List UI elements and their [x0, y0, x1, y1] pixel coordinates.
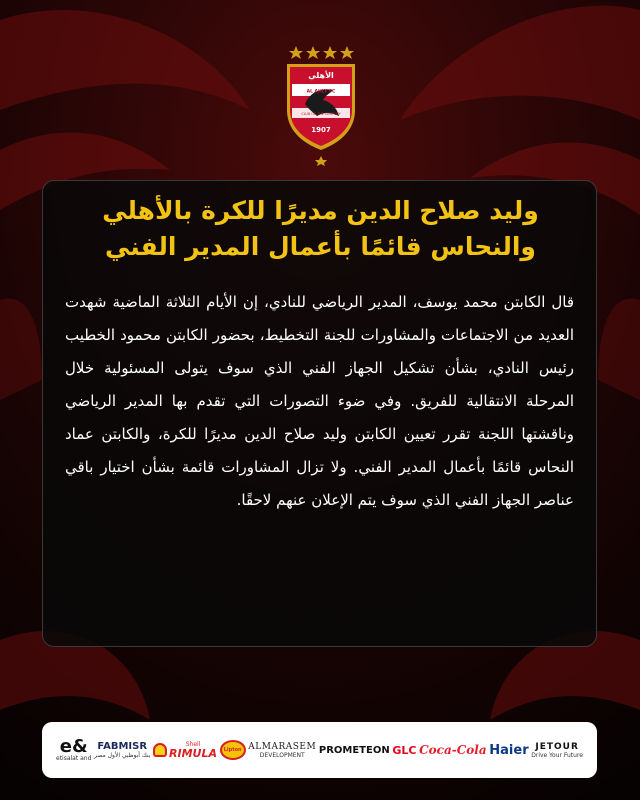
crest-stars [289, 46, 354, 59]
cocacola-logo: Coca-Cola [419, 743, 487, 757]
sponsor-jetour [531, 742, 583, 759]
club-crest [283, 44, 359, 166]
almarasem-subtext: DEVELOPMENT [259, 751, 305, 759]
fabmisr-logo: FABMISR [97, 741, 148, 752]
rimula-logo: RIMULA [169, 747, 218, 760]
etisalat-subtext: etisalat and [56, 754, 92, 762]
sponsor-haier [489, 743, 528, 758]
crest-logo-text: الأهلي [308, 71, 334, 80]
article-title [63, 193, 578, 265]
jetour-subtext: Drive Your Future [531, 751, 583, 759]
shell-icon [153, 743, 167, 757]
sponsor-prometeon [319, 745, 390, 756]
sponsor-etisalat [56, 735, 92, 762]
article-card [42, 180, 597, 647]
glc-logo: GLC [392, 743, 417, 757]
sponsor-cocacola [419, 743, 487, 757]
sponsor-fabmisr [94, 741, 150, 759]
crest-caption: CLUB OF THE CENTURY [301, 112, 341, 116]
crest-year: 1907 [311, 126, 331, 134]
sponsor-glc [392, 744, 416, 757]
article-title-line-1: وليد صلاح الدين مديرًا للكرة بالأهلي [102, 196, 539, 225]
sponsors-bar [42, 722, 597, 778]
lipton-logo: Lipton [223, 747, 242, 753]
sponsor-lipton [220, 740, 246, 760]
sponsor-almarasem [248, 742, 316, 759]
almarasem-logo: ALMARASEM [248, 741, 317, 752]
shell-label: Shell [185, 741, 201, 748]
etisalat-logo: e& [59, 735, 88, 757]
jetour-logo: JETOUR [535, 741, 579, 752]
sponsor-shell-rimula [153, 741, 217, 759]
prometeon-logo: PROMETEON [318, 744, 390, 756]
crest-motto: AL AHLY SC [306, 89, 336, 95]
article-body: قال الكابتن محمد يوسف، المدير الرياضي للنادي، إن الأيام الثلاثة الماضية شهدت العديد من الاجتماعات والمشاورات للجنة التخطيط، بحضور الكابتن محمود الخطيب رئيس النادي، بشأن تشكيل الجهاز الفني الذي سوف يتولى المسئولية خلال المرحلة الانتقالية للفريق. وفي ضوء التصورات التي تقدم بها المدير الرياضي وناقشتها اللجنة تقرر تعيين الكابتن وليد صلاح الدين مديرًا للكرة، والكابتن عماد النحاس قائمًا بأعمال المدير الفني. ولا تزال المشاورات قائمة بشأن اختيار باقي عناصر الجهاز الفني الذي سوف يتم الإعلان عنهم لاحقًا. [65, 293, 574, 509]
article-title-line-2: والنحاس قائمًا بأعمال المدير الفني [105, 232, 536, 261]
fabmisr-subtext: بنك أبوظبي الأول مصر [94, 752, 151, 759]
haier-logo: Haier [489, 742, 529, 758]
